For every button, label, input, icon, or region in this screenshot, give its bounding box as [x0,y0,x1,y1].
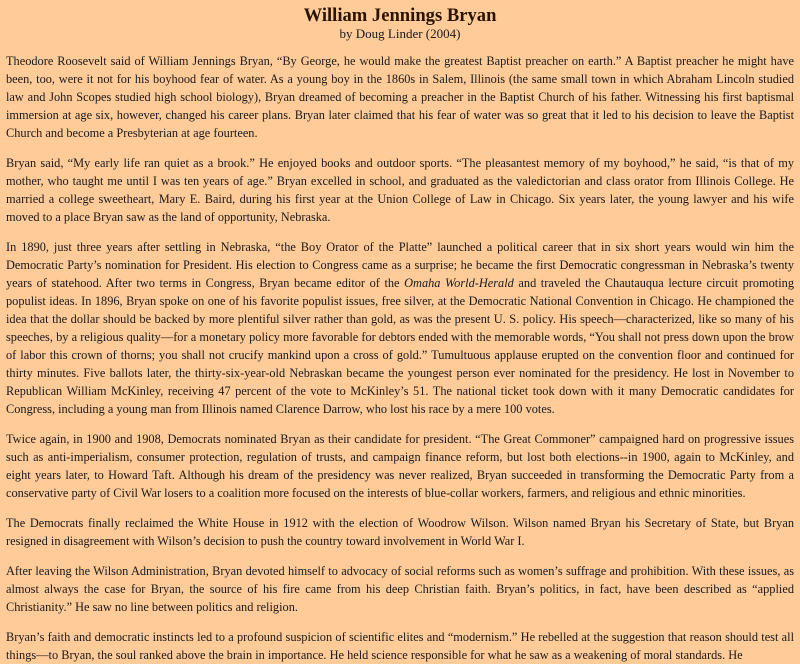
article-title: William Jennings Bryan [303,5,497,26]
paragraph-1: Theodore Roosevelt said of William Jennings Bryan, “By George, he would make the greatest Baptist preacher on earth.” A Baptist preacher he might have been, too, were it not for his boyhood fear of water. As a young boy in the 1860s in Salem, Illinois (the same small town in which Abraham Lincoln studied law and John Scopes studied high school biology), Bryan dreamed of becoming a preacher in the Baptist Church of his father. Witnessing his first baptismal immersion at age six, however, changed his career plans. Bryan later claimed that his fear of water was so great that it led to his decision to leave the Baptist Church and become a Presbyterian at age fourteen. [6,54,794,140]
paragraph-2: Bryan said, “My early life ran quiet as a brook.” He enjoyed books and outdoor sports. “The pleasantest memory of my boyhood,” he said, “is that of my mother, who taught me until I was ten years of age.” Bryan excelled in school, and graduated as the valedictorian and class orator from Illinois College. He married a college sweetheart, Mary E. Baird, during his first year at the Union College of Law in Chicago. Six years later, the young lawyer and his wife moved to a place Bryan saw as the land of opportunity, Nebraska. [6,156,794,224]
paragraph-4: Twice again, in 1900 and 1908, Democrats nominated Bryan as their candidate for president. “The Great Commoner” campaigned hard on progressive issues such as anti-imperialism, consumer protection, regulation of trusts, and campaign finance reform, but lost both elections--in 1900, again to McKinley, and eight years later, to Howard Taft. Although his dream of the presidency was never realized, Bryan succeeded in transforming the Democratic Party from a conservative party of Civil War losers to a coalition more focused on the interests of blue-collar workers, farmers, and religious and ethnic minorities. [6,432,794,500]
paragraph-3 [6,238,794,418]
paragraph-5: The Democrats finally reclaimed the White House in 1912 with the election of Woodrow Wilson. Wilson named Bryan his Secretary of State, but Bryan resigned in disagreement with Wilson’s decision to push the country toward involvement in World War I. [6,516,794,548]
article-byline: by Doug Linder (2004) [339,26,461,41]
paragraph-3-text-before: In 1890, just three years after settling in Nebraska, “the Boy Orator of the Platte” launched a political career that in six short years would win him the Democratic Party’s nomination for President. His election to Congress came as a surprise; he became the first Democratic congressman in Nebraska’s twenty years of statehood. After two terms in Congress, Bryan became editor of the [6,240,794,290]
paragraph-7: Bryan’s faith and democratic instincts led to a profound suspicion of scientific elites and “modernism.” He rebelled at the suggestion that reason should test all things—to Bryan, the soul ranked above the brain in importance. He held science responsible for what he saw as a weakening of moral standards. He [6,630,794,662]
newspaper-title: Omaha World-Herald [404,276,514,290]
paragraph-3-text-after: and traveled the Chautauqua lecture circuit promoting populist ideas. In 1896, Bryan spoke on one of his favorite populist issues, free silver, at the Democratic National Convention in Chicago. He championed the idea that the dollar should be backed by more plentiful silver rather than gold, as was the present U. S. policy. His speech—characterized, like so many of his speeches, by a religious quality—for a monetary policy more favorable for debtors ended with the memorable words, “You shall not press down upon the brow of labor this crown of thorns; you shall not crucify mankind upon a cross of gold.” Tumultuous applause erupted on the convention floor and continued for thirty minutes. Five ballots later, the thirty-six-year-old Nebraskan became the youngest person ever nominated for the presidency. He lost in November to Republican William McKinley, receiving 47 percent of the vote to McKinley’s 51. The national ticket took down with it many Democratic candidates for Congress, including a young man from Illinois named Clarence Darrow, who lost his race by a mere 100 votes. [6,276,794,416]
paragraph-6: After leaving the Wilson Administration, Bryan devoted himself to advocacy of social reforms such as women’s suffrage and prohibition. With these issues, as almost always the case for Bryan, the source of his fire came from his deep Christian faith. Bryan’s politics, in fact, have been described as “applied Christianity.” He saw no line between politics and religion. [6,564,794,614]
